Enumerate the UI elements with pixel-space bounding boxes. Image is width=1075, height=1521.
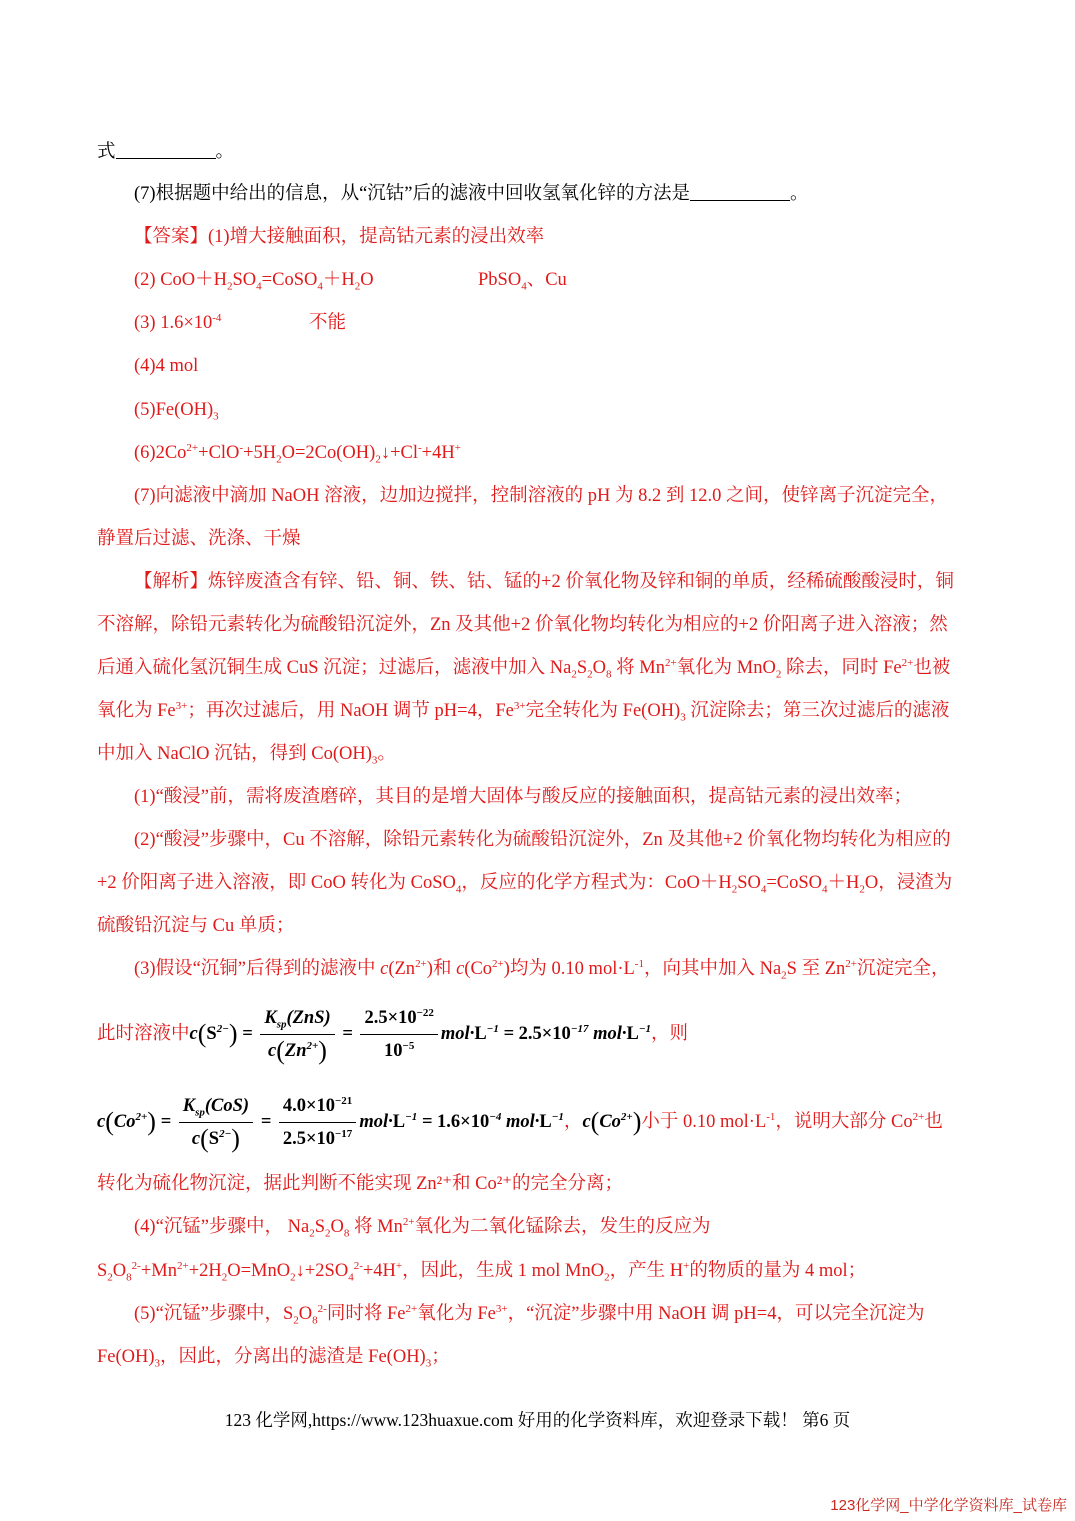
answer-3-judgement: 不能 (309, 313, 347, 333)
answer-1 (134, 225, 544, 249)
analysis-line-5: 中加入 NaClO 沉钴，得到 $Co(OH)_3$。 (97, 744, 396, 767)
q6-answer-blank (116, 142, 216, 159)
formula-cs2-prefix: 此时溶液中 (97, 1023, 190, 1044)
q6-end-text: 式 (97, 142, 116, 162)
formula-cco-expression: $c(Co^{2+})$ = $\frac{K_{sp}(CoS)}{c(S^{2-})}$ = $\frac{4.0\times 10^{-21}}{2.5\times 10^{-17}}$ $mol\cdot L^{-1} = 1.6\times 10^{-4}$ $mol\cdot L^{-1}$ (97, 1112, 564, 1132)
analysis-part-3-line-1: (3)假设“沉铜”后得到的滤液中 $c(Zn^{2+})$和 $c(Co^{2+})$均为 0.10 $mol\cdot L^{-1}$，向其中加入 $Na_2S$ 至 $Zn^{2+}$沉淀完全， (134, 957, 950, 982)
analysis-part-1: (1)“酸浸”前，需将废渣磨碎，其目的是增大固体与酸反应的接触面积，提高钴元素的浸出效率； (134, 787, 912, 807)
analysis-part-2-line-1: (2)“酸浸”步骤中，Cu 不溶解，除铅元素转化为硫酸铅沉淀外，Zn 及其他+2 价氧化物均转化为相应的 (134, 830, 951, 850)
answer-label: 【答案】 (134, 227, 209, 247)
analysis-part-4-line-2: $S_2O_8^{2-}+Mn^{2+}+2H_2O=MnO_2↓+2SO_4^{2-}+4H^+$，因此，生成 1 mol MnO$_2$，产生 H+的物质的量为 4 mol； (97, 1259, 867, 1284)
answer-4: (4)4 mol (134, 356, 199, 376)
site-watermark: 123化学网_中学化学资料库_试卷库 (830, 1497, 1067, 1514)
answer-5: $(5)Fe(OH)_3$ (134, 400, 219, 423)
analysis-line-3: 后通入硫化氢沉铜生成 CuS 沉淀；过滤后，滤液中加入 $Na_2S_2O_8$ 将 $Mn^{2+}$氧化为 MnO$_2$ 除去，同时 $Fe^{2+}$也被 (97, 656, 951, 681)
analysis-part-2-line-2: +2 价阳离子进入溶液，即 CoO 转化为 CoSO$_4$，反应的化学方程式为：$CoO+H_2SO_4=CoSO_4+H_2O$，浸渣为 (97, 873, 953, 896)
q7-period: 。 (790, 184, 809, 204)
answer-7-line-1: (7)向滤液中滴加 NaOH 溶液，边加边搅拌，控制溶液的 pH 为 8.2 到 12.0 之间，使锌离子沉淀完全， (134, 486, 948, 506)
answer-6: $(6)2Co^{2+}+ClO^-+5H_2O=2Co(OH)_2↓+Cl^-+4H^+$ (134, 441, 461, 466)
q7-question (134, 182, 809, 206)
formula-cs2-suffix: ，则 (651, 1023, 689, 1044)
answer-3: (3) $1.6\times 10^{-4}$ (134, 311, 222, 333)
q6-period: 。 (215, 142, 235, 162)
answer-7-line-2: 静置后过滤、洗涤、干燥 (97, 529, 301, 549)
formula-cco: $c(Co^{2+})$ = $\frac{K_{sp}(CoS)}{c(S^{2-})}$ = $\frac{4.0\times 10^{-21}}{2.5\times 10^{-17}}$ $mol\cdot L^{-1} = 1.6\times 10^{-4}$ $mol\cdot L^{-1}$，$c(Co^{2+})$小于 0.10 $mol\cdot L^{-1}$，说明大部分 $Co^{2+}$也 (97, 1092, 943, 1153)
analysis-part-5-line-1: (5)“沉锰”步骤中，$S_2O_8^{2-}$同时将 $Fe^{2+}$氧化为 $Fe^{3+}$，“沉淀”步骤中用 NaOH 调 pH=4，可以完全沉淀为 (134, 1302, 925, 1327)
analysis-part-4-line-1: (4)“沉锰”步骤中， $Na_2S_2O_8$ 将 $Mn^{2+}$氧化为二氧化锰除去，发生的反应为 (134, 1215, 711, 1240)
analysis-part-3-line-4: 转化为硫化物沉淀，据此判断不能实现 Zn²⁺和 Co²⁺的完全分离； (97, 1174, 624, 1194)
q7-text: (7)根据题中给出的信息，从“沉钴”后的滤液中回收氢氧化锌的方法是 (134, 184, 690, 204)
answer-2-products: PbSO$_4$、Cu (478, 270, 567, 293)
analysis-part-5-line-2: $Fe(OH)_3$，因此，分离出的滤渣是 $Fe(OH)_3$； (97, 1347, 450, 1370)
analysis-line-1 (134, 570, 954, 594)
analysis-line-4: 氧化为 $Fe^{3+}$；再次过滤后，用 NaOH 调节 pH=4，$Fe^{3+}$完全转化为 $Fe(OH)_3$ 沉淀除去；第三次过滤后的滤液 (97, 699, 950, 724)
q7-answer-blank (690, 184, 790, 201)
analysis-part-2-line-3: 硫酸铅沉淀与 Cu 单质； (97, 916, 295, 936)
formula-cs2-expression: $c(S^{2-})$ = $\frac{K_{sp}(ZnS)}{c(Zn^{2+})}$ = $\frac{2.5\times 10^{-22}}{10^{-5}}$ $mol\cdot L^{-1} = 2.5\times 10^{-17}$ $mol\cdot L^{-1}$ (190, 1024, 652, 1044)
q6-continuation (97, 140, 234, 164)
page-footer: 123 化学网,https://www.123huaxue.com 好用的化学资料库，欢迎登录下载！ 第6 页 (224, 1410, 851, 1430)
answer-2: (2) $CoO+H_2SO_4=CoSO_4+H_2O$ (134, 270, 374, 293)
answer-1-text: (1)增大接触面积，提高钴元素的浸出效率 (208, 227, 545, 247)
analysis-line-1-text: 炼锌废渣含有锌、铅、铜、铁、钴、锰的+2 价氧化物及锌和铜的单质，经稀硫酸酸浸时，铜 (208, 572, 954, 592)
analysis-label: 【解析】 (134, 572, 209, 592)
formula-cs2 (97, 1004, 688, 1065)
analysis-line-2: 不溶解，除铅元素转化为硫酸铅沉淀外，Zn 及其他+2 价氧化物均转化为相应的+2 价阳离子进入溶液；然 (97, 615, 948, 635)
